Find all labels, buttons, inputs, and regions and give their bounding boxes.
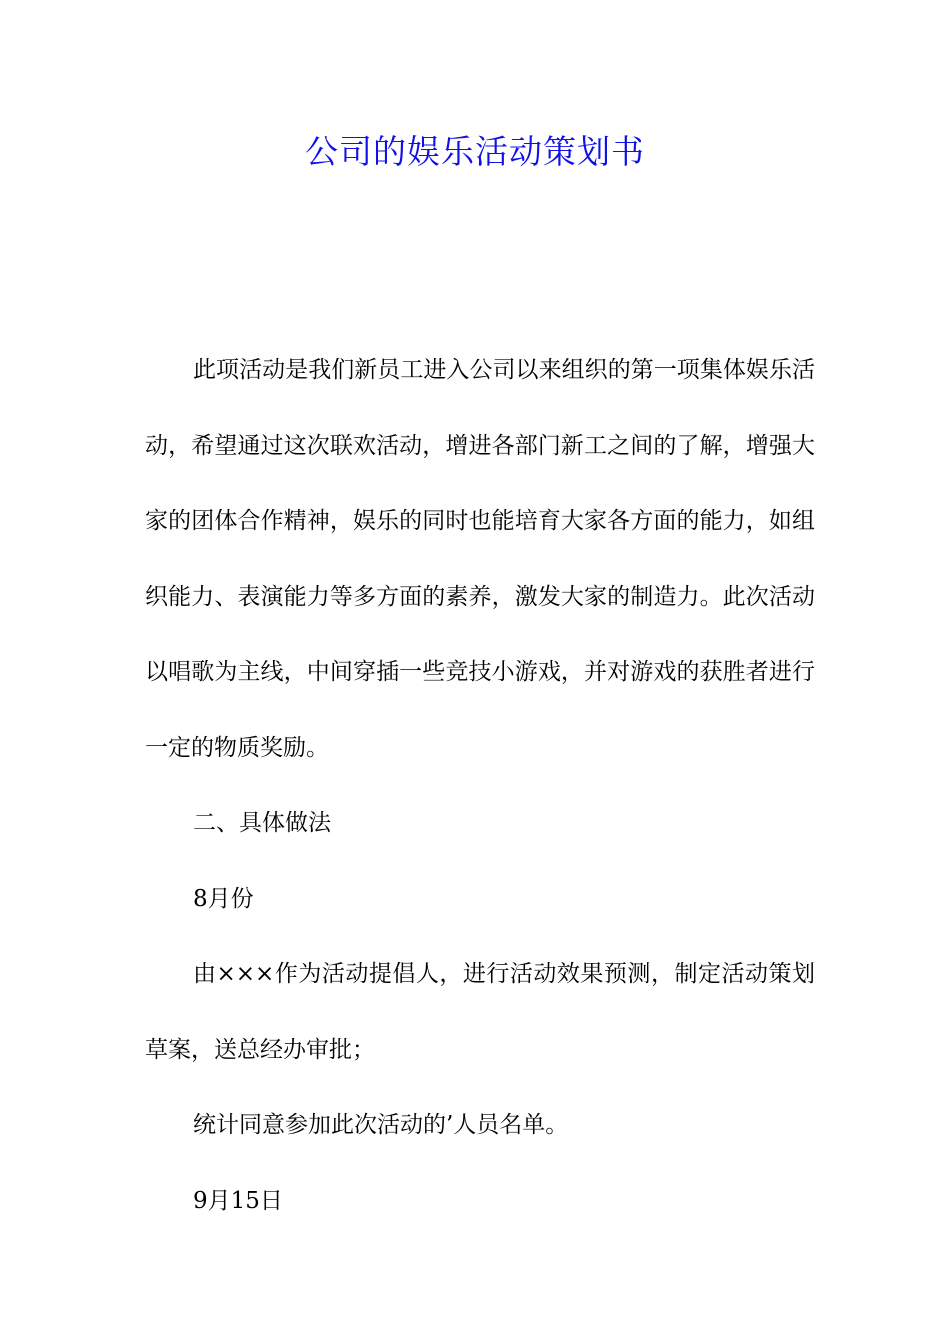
august-task-paragraph: 由×××作为活动提倡人，进行活动效果预测，制定活动策划草案，送总经办审批； xyxy=(145,961,815,1063)
section-heading: 二、具体做法 xyxy=(193,810,331,836)
attendee-list-paragraph: 统计同意参加此次活动的’人员名单。 xyxy=(193,1112,569,1138)
date-september-15: 9月15日 xyxy=(193,1187,283,1214)
intro-paragraph: 此项活动是我们新员工进入公司以来组织的第一项集体娱乐活动，希望通过这次联欢活动，增进各部门新工之间的了解，增强大家的团体合作精神，娱乐的同时也能培育大家各方面的能力，如组织能力、表演能力等多方面的素养，激发大家的制造力。此次活动以唱歌为主线，中间穿插一些竞技小游戏，并对游戏的获胜者进行一定的物质奖励。 xyxy=(145,357,815,761)
document-body xyxy=(145,333,815,1239)
date-august: 8月份 xyxy=(193,885,254,912)
document-title: 公司的娱乐活动策划书 xyxy=(305,132,645,171)
